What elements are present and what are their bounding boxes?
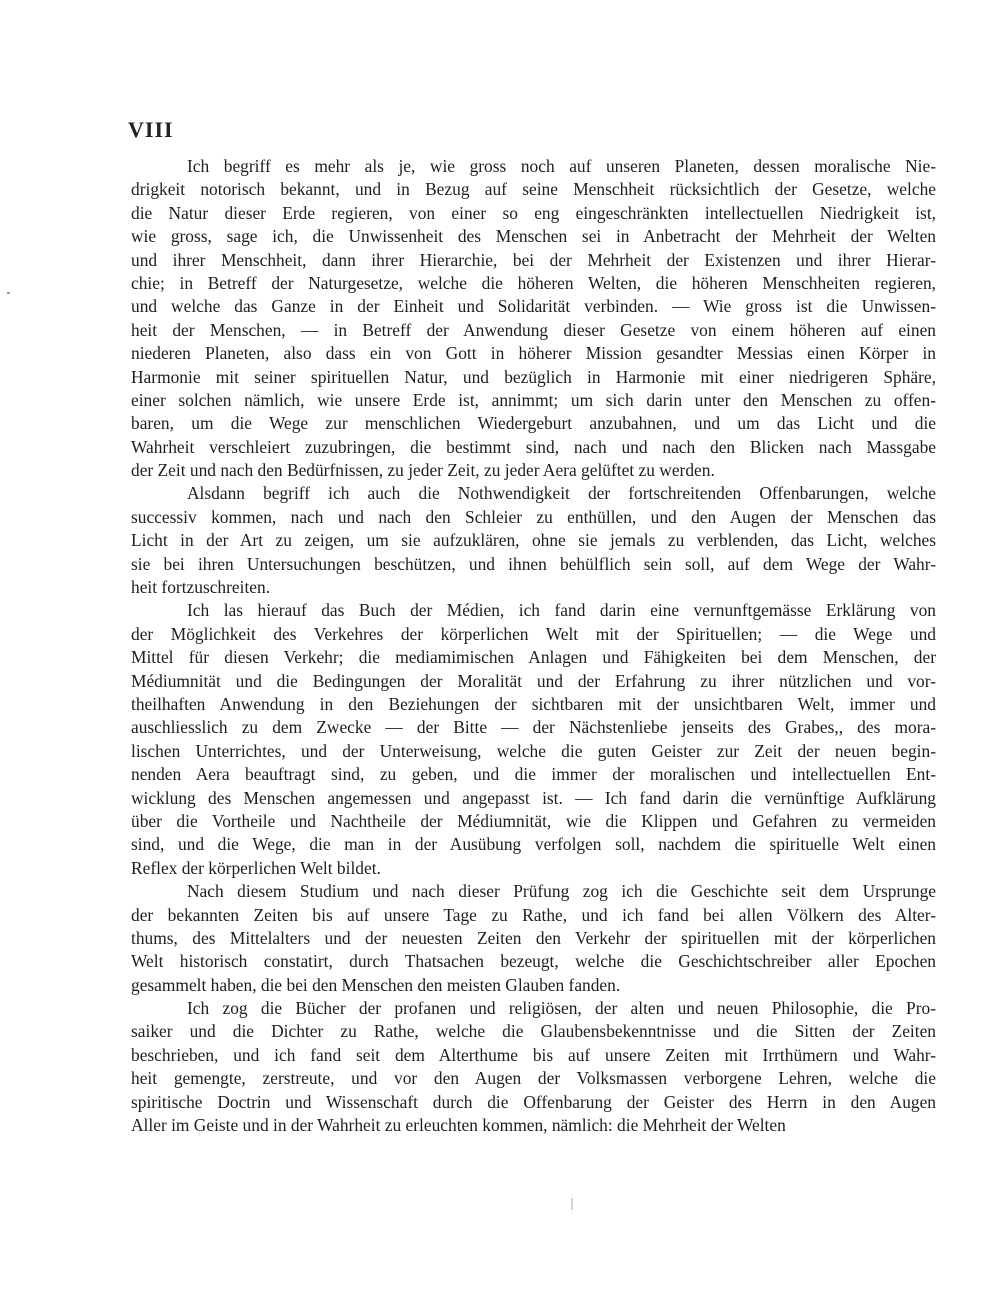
text-line: heit fortzuschreiten. (131, 577, 271, 598)
text-line: gesammelt haben, die bei den Menschen den meisten Glauben fanden. (131, 974, 621, 995)
scan-speck (571, 1198, 573, 1210)
text-line: und ihrer Menschheit, dann ihrer Hierarchie, bei der Mehrheit der Existenzen und ihrer Hierar- (131, 249, 936, 270)
text-line: drigkeit notorisch bekannt, und in Bezug auf seine Menschheit rücksichtlich der Gesetze, welche (131, 179, 936, 200)
text-line: Ich zog die Bücher der profanen und religiösen, der alten und neuen Philosophie, die Pro- (187, 998, 936, 1019)
text-line: baren, um die Wege zur menschlichen Wiedergeburt anzubahnen, und um das Licht und die (131, 413, 936, 434)
text-line: einer solchen nämlich, wie unsere Erde ist, annimmt; um sich darin unter den Menschen zu offen- (131, 389, 936, 410)
text-line: Licht in der Art zu zeigen, um sie aufzuklären, ohne sie jemals zu verblenden, das Licht, welches (131, 530, 936, 551)
text-line: thums, des Mittelalters und der neuesten Zeiten den Verkehr der spirituellen mit der körperlichen (131, 927, 936, 948)
scan-speck (7, 292, 10, 294)
text-line: der Möglichkeit des Verkehres der körperlichen Welt mit der Spirituellen; — die Wege und (131, 623, 936, 644)
text-line: die Natur dieser Erde regieren, von einer so eng eingeschränkten intellectuellen Niedrigkeit ist, (131, 202, 936, 223)
paragraph (131, 997, 936, 1137)
text-line: saiker und die Dichter zu Rathe, welche die Glaubensbekenntnisse und die Sitten der Zeiten (131, 1021, 936, 1042)
text-line: über die Vortheile und Nachtheile der Médiumnität, wie die Klippen und Gefahren zu vermeiden (131, 810, 936, 831)
text-line: der bekannten Zeiten bis auf unsere Tage zu Rathe, und ich fand bei allen Völkern des Alter- (131, 904, 936, 925)
text-line: wie gross, sage ich, die Unwissenheit des Menschen sei in Anbetracht der Mehrheit der Welten (131, 226, 936, 247)
paragraph (131, 482, 936, 599)
text-line: Nach diesem Studium und nach dieser Prüfung zog ich die Geschichte seit dem Ursprunge (187, 881, 936, 902)
text-line: sind, und die Wege, die man in der Ausübung verfolgen soll, nachdem die spirituelle Welt einen (131, 834, 936, 855)
text-line: sie bei ihren Untersuchungen beschützen, und ihnen behülflich sein soll, auf dem Wege der Wahr- (131, 553, 936, 574)
text-line: und welche das Ganze in der Einheit und Solidarität verbinden. — Wie gross ist die Unwissen- (131, 296, 936, 317)
text-line: lischen Unterrichtes, und der Unterweisung, welche die guten Geister zur Zeit der neuen begin- (131, 740, 936, 761)
text-line: Ich las hierauf das Buch der Médien, ich fand darin eine vernunftgemässe Erklärung von (187, 600, 936, 621)
text-line: wicklung des Menschen angemessen und angepasst ist. — Ich fand darin die vernünftige Aufklärung (131, 787, 936, 808)
paragraph (131, 880, 936, 997)
text-line: beschrieben, und ich fand seit dem Alterthume bis auf unsere Zeiten mit Irrthümern und Wahr- (131, 1044, 936, 1065)
text-line: Harmonie mit seiner spirituellen Natur, und bezüglich in Harmonie mit einer niedrigeren Sphäre, (131, 366, 936, 387)
text-line: nenden Aera beauftragt sind, zu geben, und die immer der moralischen und intellectuellen Ent- (131, 764, 936, 785)
text-line: Médiumnität und die Bedingungen der Moralität und der Erfahrung zu ihrer nützlichen und vor- (131, 670, 936, 691)
text-line: Reflex der körperlichen Welt bildet. (131, 857, 381, 878)
text-line: heit gemengte, zerstreute, und vor den Augen der Volksmassen verborgene Lehren, welche die (131, 1068, 936, 1089)
text-line: Mittel für diesen Verkehr; die mediamimischen Anlagen und Fähigkeiten bei dem Menschen, der (131, 647, 936, 668)
text-line: chie; in Betreff der Naturgesetze, welche die höheren Welten, die höheren Menschheiten regieren, (131, 272, 936, 293)
body-text (131, 155, 936, 1137)
text-line: spiritische Doctrin und Wissenschaft durch die Offenbarung der Geister des Herrn in den Augen (131, 1091, 936, 1112)
paragraph (131, 155, 936, 482)
text-line: der Zeit und nach den Bedürfnissen, zu jeder Zeit, zu jeder Aera gelüftet zu werden. (131, 460, 715, 481)
text-line: niederen Planeten, also dass ein von Gott in höherer Mission gesandter Messias einen Körper in (131, 343, 936, 364)
text-line: auschliesslich zu dem Zwecke — der Bitte — der Nächstenliebe jenseits des Grabes,, des mora- (131, 717, 936, 738)
text-line: Ich begriff es mehr als je, wie gross noch auf unseren Planeten, dessen moralische Nie- (187, 156, 936, 176)
text-line: theilhaften Anwendung in den Beziehungen der sichtbaren mit der unsichtbaren Welt, immer und (131, 693, 936, 714)
text-line: Welt historisch constatirt, durch Thatsachen bezeugt, welche die Geschichtschreiber aller Epochen (131, 951, 936, 972)
text-line: Alsdann begriff ich auch die Nothwendigkeit der fortschreitenden Offenbarungen, welche (187, 483, 936, 504)
text-line: heit der Menschen, — in Betreff der Anwendung dieser Gesetze von einem höheren auf einen (131, 319, 936, 340)
text-line: successiv kommen, nach und nach den Schleier zu enthüllen, und den Augen der Menschen das (131, 506, 936, 527)
text-line: Aller im Geiste und in der Wahrheit zu erleuchten kommen, nämlich: die Mehrheit der Welten (131, 1115, 786, 1136)
paragraph (131, 599, 936, 880)
text-line: Wahrheit verschleiert zuzubringen, die bestimmt sind, nach und nach den Blicken nach Massgabe (131, 436, 936, 457)
page-number: VIII (128, 117, 174, 142)
